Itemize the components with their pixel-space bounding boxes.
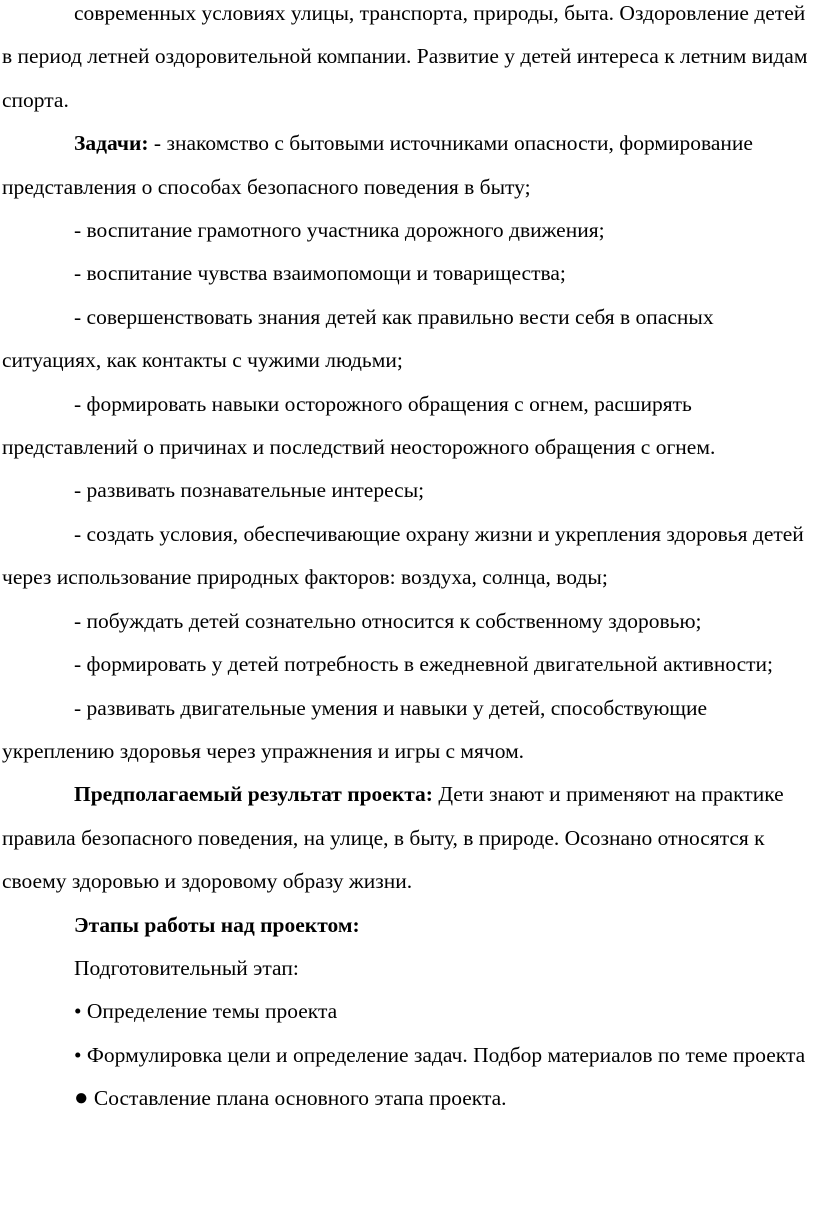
stage-bullet-2	[2, 1034, 810, 1077]
result-text: Дети знают и применяют на практике правила безопасного поведения, на улице, в быту, в природе. Осознано относятся к своему здоровью и здоровому образу жизни.	[2, 782, 784, 894]
task-item-9: - развивать двигательные умения и навыки у детей, способствующие укреплению здоровья через упражнения и игры с мячом.	[2, 695, 708, 763]
intro-paragraph	[2, 0, 810, 122]
intro-text: современных условиях улицы, транспорта, природы, быта. Оздоровление детей в период летней оздоровительной компании. Развитие у детей интереса к летним видам спорта.	[2, 1, 808, 112]
tasks-intro-text: - знакомство с бытовыми источниками опасности, формирование представления о способах безопасного поведения в быту;	[2, 131, 753, 199]
task-item-3: - совершенствовать знания детей как правильно вести себя в опасных ситуациях, как контакты с чужими людьми;	[2, 304, 714, 373]
stage-bullet-text: Формулировка цели и определение задач. Подбор материалов по теме проекта	[81, 1042, 806, 1067]
bullet-icon: •	[74, 999, 82, 1024]
result-heading: Предполагаемый результат проекта:	[74, 782, 433, 807]
task-item-6: - создать условия, обеспечивающие охрану жизни и укрепления здоровья детей через использование природных факторов: воздуха, солнца, воды;	[2, 521, 804, 590]
task-item-5: - развивать познавательные интересы;	[74, 478, 425, 503]
task-item-8: - формировать у детей потребность в ежедневной двигательной активности;	[74, 652, 774, 677]
result-paragraph	[2, 773, 810, 903]
task-item-1: - воспитание грамотного участника дорожного движения;	[74, 218, 605, 243]
prep-stage-label: Подготовительный этап:	[74, 955, 299, 980]
stage-bullet-text: Определение темы проекта	[81, 999, 338, 1024]
stage-bullet-text: Составление плана основного этапа проекта.	[88, 1086, 507, 1111]
task-item-2: - воспитание чувства взаимопомощи и товарищества;	[74, 261, 566, 286]
stages-heading: Этапы работы над проектом:	[74, 912, 360, 937]
task-item-7: - побуждать детей сознательно относится к собственному здоровью;	[74, 608, 702, 633]
task-item-4: - формировать навыки осторожного обращения с огнем, расширять представлений о причинах и последствий неосторожного обращения с огнем.	[2, 391, 716, 460]
tasks-heading: Задачи:	[74, 131, 149, 156]
bullet-icon: ●	[74, 1085, 89, 1112]
bullet-icon: •	[74, 1042, 82, 1067]
tasks-paragraph	[2, 122, 810, 209]
stage-bullet-3	[2, 1077, 810, 1120]
stage-bullet-1	[2, 990, 810, 1033]
